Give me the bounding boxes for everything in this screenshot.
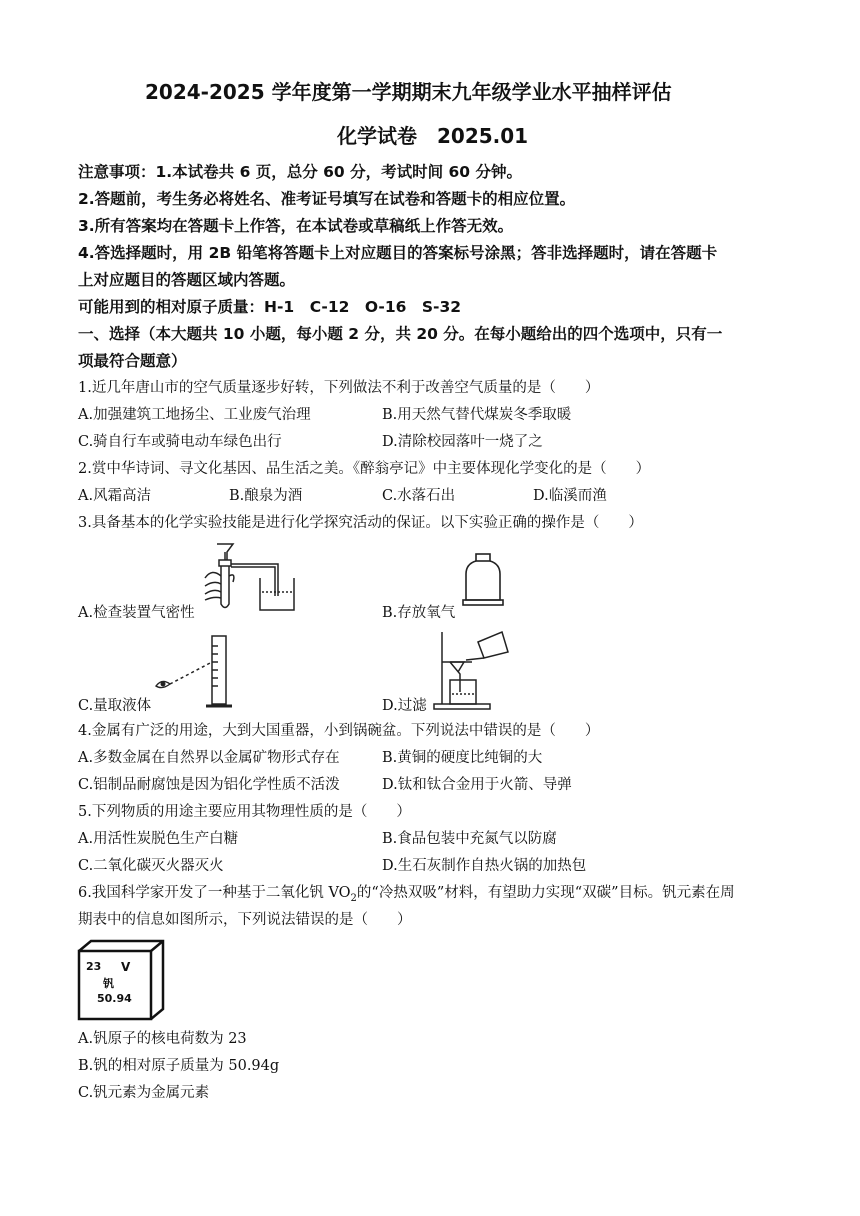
q2-option-a: A.风霜高洁 [78, 488, 152, 504]
element-name: 钒 [103, 977, 114, 990]
section-heading-line2: 项最符合题意） [78, 352, 187, 370]
atomic-masses: 可能用到的相对原子质量：H-1 C-12 O-16 S-32 [78, 298, 462, 316]
q4-option-d: D.钛和钛合金用于火箭、导弹 [382, 777, 572, 793]
q5-option-b: B.食品包装中充氮气以防腐 [382, 831, 557, 847]
q3-stem: 3.具备基本的化学实验技能是进行化学探究活动的保证。以下实验正确的操作是（ ） [78, 515, 643, 531]
q3-option-c: C.量取液体 [78, 698, 152, 714]
q5-option-d: D.生石灰制作自热火锅的加热包 [382, 858, 587, 874]
q6-stem-line2: 期表中的信息如图所示，下列说法错误的是（ ） [78, 912, 412, 928]
q6-stem-line1 [78, 881, 735, 904]
element-number: 23 [86, 960, 102, 973]
q5-option-c: C.二氧化碳灭火器灭火 [78, 858, 224, 874]
note-2: 2.答题前，考生务必将姓名、准考证号填写在试卷和答题卡的相应位置。 [78, 190, 576, 208]
filtration-figure [432, 628, 514, 710]
q2-stem: 2.赏中华诗词、寻文化基因、品生活之美。《醉翁亭记》中主要体现化学变化的是（ ） [78, 461, 651, 477]
q5-option-a: A.用活性炭脱色生产白糖 [78, 831, 239, 847]
exam-title: 2024-2025 学年度第一学期期末九年级学业水平抽样评估 [145, 80, 672, 104]
section-heading-line1: 一、选择（本大题共 10 小题，每小题 2 分，共 20 分。在每小题给出的四个选项中，只有一 [78, 325, 723, 343]
q6-stem-part2: 的“冷热双吸”材料，有望助力实现“双碳”目标。钒元素在周 [356, 885, 735, 901]
q2-option-d: D.临溪而渔 [533, 488, 607, 504]
q6-option-b: B.钒的相对原子质量为 50.94g [78, 1058, 280, 1074]
q6-stem-subscript: 2 [350, 892, 357, 904]
q2-option-b: B.酿泉为酒 [229, 488, 303, 504]
element-card-figure [76, 938, 166, 1022]
note-1: 注意事项：1.本试卷共 6 页，总分 60 分，考试时间 60 分钟。 [78, 163, 522, 181]
q2-option-c: C.水落石出 [382, 488, 456, 504]
q3-option-d: D.过滤 [382, 698, 427, 714]
q4-option-b: B.黄铜的硬度比纯铜的大 [382, 750, 543, 766]
q1-option-b: B.用天然气替代煤炭冬季取暖 [382, 407, 572, 423]
gas-bottle-figure [462, 552, 504, 610]
q6-option-c: C.钒元素为金属元素 [78, 1085, 210, 1101]
note-4-line1: 4.答选择题时，用 2B 铅笔将答题卡上对应题目的答案标号涂黑；答非选择题时，请在答题卡 [78, 244, 718, 262]
q1-stem: 1.近几年唐山市的空气质量逐步好转，下列做法不利于改善空气质量的是（ ） [78, 380, 600, 396]
element-mass: 50.94 [97, 992, 132, 1005]
q6-option-a: A.钒原子的核电荷数为 23 [78, 1031, 247, 1047]
q4-option-c: C.铝制品耐腐蚀是因为铝化学性质不活泼 [78, 777, 340, 793]
airtightness-check-figure [200, 538, 298, 614]
measuring-cylinder-figure [150, 632, 240, 712]
q4-stem: 4.金属有广泛的用途，大到大国重器，小到锅碗盆。下列说法中错误的是（ ） [78, 723, 600, 739]
q1-option-c: C.骑自行车或骑电动车绿色出行 [78, 434, 282, 450]
q5-stem: 5.下列物质的用途主要应用其物理性质的是（ ） [78, 804, 411, 820]
note-3: 3.所有答案均在答题卡上作答，在本试卷或草稿纸上作答无效。 [78, 217, 514, 235]
q3-option-a: A.检查装置气密性 [78, 605, 195, 621]
element-symbol: V [121, 960, 131, 974]
exam-subtitle: 化学试卷 2025.01 [337, 124, 529, 148]
note-4-line2: 上对应题目的答题区域内答题。 [78, 271, 296, 289]
q1-option-a: A.加强建筑工地扬尘、工业废气治理 [78, 407, 311, 423]
q1-option-d: D.清除校园落叶一烧了之 [382, 434, 543, 450]
q6-stem-part1: 6.我国科学家开发了一种基于二氧化钒 VO [78, 885, 351, 901]
q4-option-a: A.多数金属在自然界以金属矿物形式存在 [78, 750, 340, 766]
q3-option-b: B.存放氧气 [382, 605, 456, 621]
